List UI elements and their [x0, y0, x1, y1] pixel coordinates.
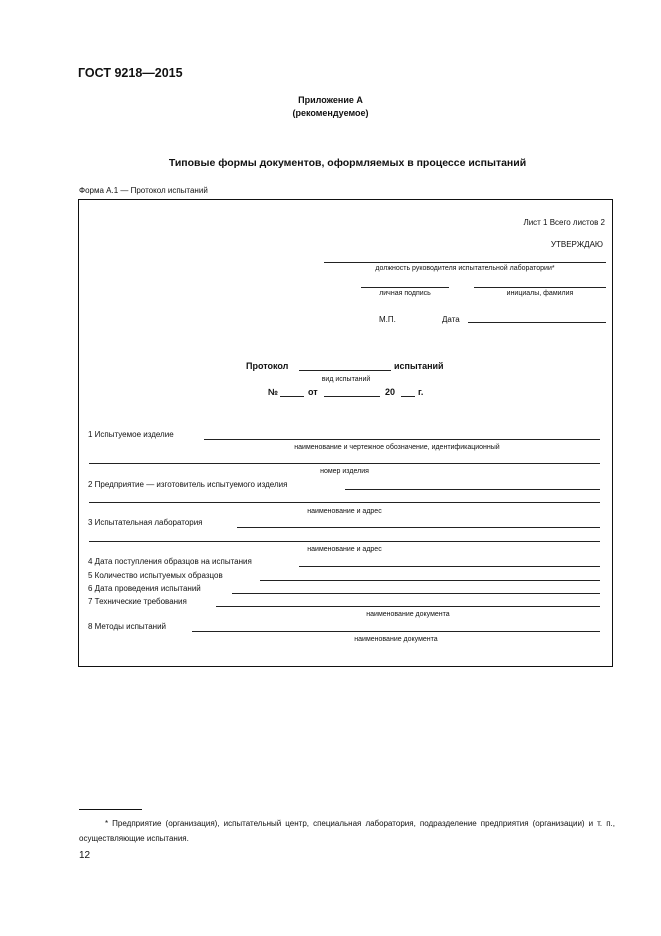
standard-header: ГОСТ 9218—2015 — [78, 66, 183, 80]
stamp-label: М.П. — [379, 315, 396, 324]
item-3-label: 3 Испытательная лаборатория — [88, 518, 203, 527]
item-4-line[interactable] — [299, 566, 600, 567]
form-caption: Форма А.1 — Протокол испытаний — [79, 186, 208, 195]
sheet-count: Лист 1 Всего листов 2 — [523, 218, 605, 227]
name-caption: инициалы, фамилия — [506, 290, 574, 297]
protocol-type-caption: вид испытаний — [321, 376, 371, 383]
item-6-label: 6 Дата проведения испытаний — [88, 584, 201, 593]
page-number: 12 — [79, 850, 91, 861]
footnote-rule — [79, 809, 142, 810]
item-7-line[interactable] — [216, 606, 600, 607]
item-2-label: 2 Предприятие — изготовитель испытуемого изделия — [88, 480, 288, 489]
page-title: Типовые формы документов, оформляемых в процессе испытаний — [168, 157, 527, 169]
item-5-label: 5 Количество испытуемых образцов — [88, 571, 223, 580]
year-suffix: г. — [418, 387, 424, 397]
item-1-line-2[interactable] — [89, 463, 600, 464]
item-1-line[interactable] — [204, 439, 600, 440]
footnote: * Предприятие (организация), испытательный центр, специальная лаборатория, подразделение предприятия (организации) и т. п., осуществляющие испытания. — [79, 819, 615, 843]
protocol-suffix: испытаний — [394, 361, 444, 371]
item-1-caption-2: номер изделия — [320, 468, 369, 475]
name-line[interactable] — [474, 287, 606, 288]
date-label: Дата — [442, 315, 460, 324]
item-1-caption: наименование и чертежное обозначение, идентификационный — [294, 444, 500, 451]
from-label: от — [308, 387, 318, 397]
item-3-line[interactable] — [237, 527, 600, 528]
protocol-type-line[interactable] — [299, 370, 391, 371]
item-7-caption: наименование документа — [366, 611, 450, 618]
protocol-form-frame — [78, 199, 613, 667]
number-label: № — [268, 387, 279, 397]
date-day-line[interactable] — [324, 396, 380, 397]
item-1-label: 1 Испытуемое изделие — [88, 430, 174, 439]
item-4-label: 4 Дата поступления образцов на испытания — [88, 557, 252, 566]
date-line[interactable] — [468, 322, 606, 323]
signature-line[interactable] — [361, 287, 449, 288]
signature-caption: личная подпись — [379, 290, 431, 297]
item-2-line[interactable] — [345, 489, 600, 490]
year-label: 20 — [385, 387, 396, 397]
item-8-caption: наименование документа — [354, 636, 438, 643]
item-8-label: 8 Методы испытаний — [88, 622, 167, 631]
item-3-caption: наименование и адрес — [307, 546, 382, 553]
item-2-caption: наименование и адрес — [307, 508, 382, 515]
item-5-line[interactable] — [260, 580, 600, 581]
item-2-line-2[interactable] — [89, 502, 600, 503]
position-line[interactable] — [324, 262, 606, 263]
item-7-label: 7 Технические требования — [88, 597, 187, 606]
appendix-label: Приложение А — [298, 95, 363, 105]
item-8-line[interactable] — [192, 631, 600, 632]
item-6-line[interactable] — [232, 593, 600, 594]
position-caption: должность руководителя испытательной лаборатории* — [375, 265, 555, 272]
item-3-line-2[interactable] — [89, 541, 600, 542]
appendix-status: (рекомендуемое) — [292, 108, 369, 118]
protocol-prefix: Протокол — [246, 361, 289, 371]
number-line[interactable] — [280, 396, 304, 397]
approve-label: УТВЕРЖДАЮ — [550, 240, 603, 249]
year-line[interactable] — [401, 396, 415, 397]
